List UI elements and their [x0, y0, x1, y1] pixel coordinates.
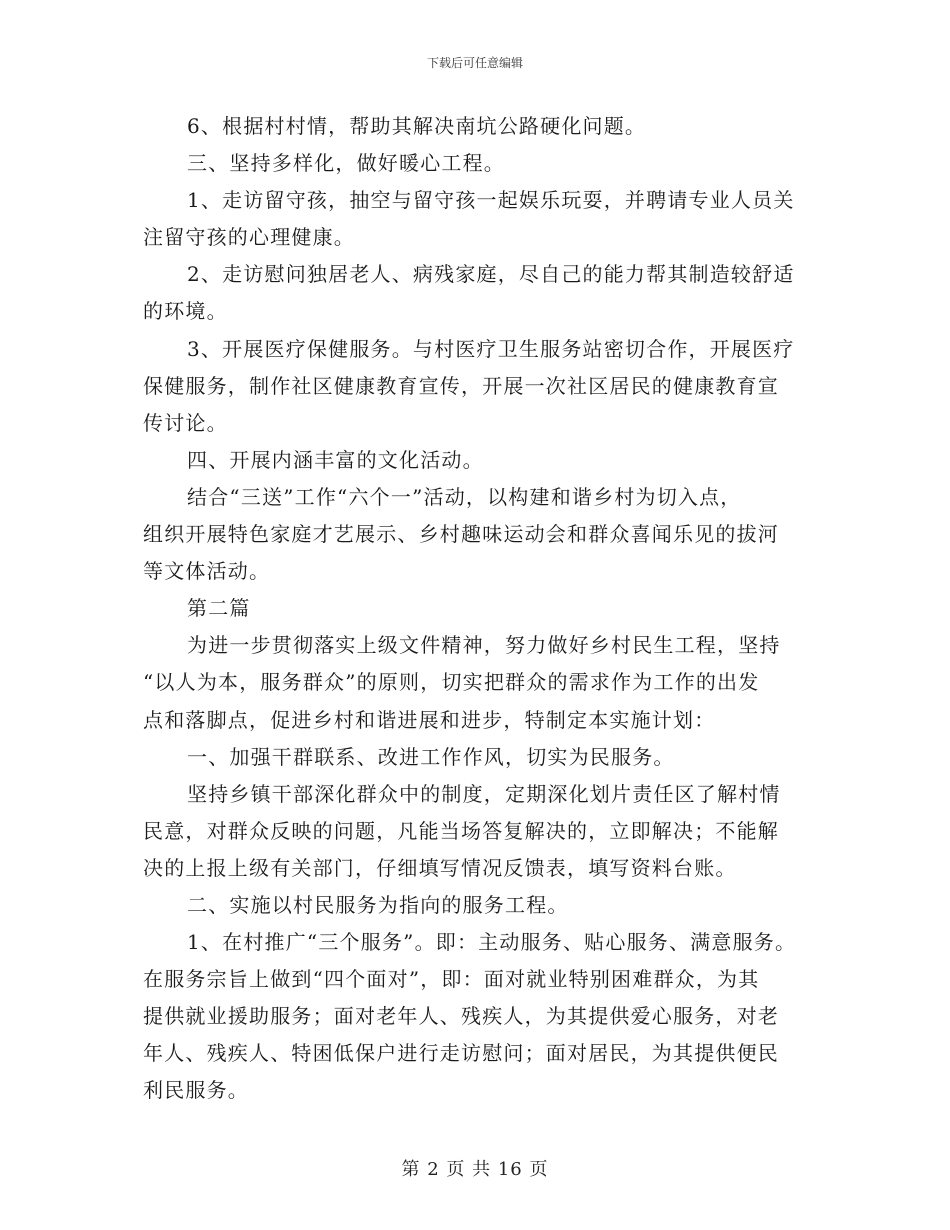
paragraph-line: 传讨论。 [143, 410, 228, 435]
paragraph-line: 点和落脚点，促进乡村和谐进展和进步，特制定本实施计划： [143, 707, 716, 732]
paragraph-line: 第二篇 [187, 596, 251, 621]
paragraph-line: 年人、残疾人、特困低保户进行走访慰问；面对居民，为其提供便民 [143, 1041, 779, 1066]
paragraph-line: “以人为本，服务群众”的原则，切实把群众的需求作为工作的出发 [143, 670, 760, 695]
document-body [143, 108, 823, 1110]
paragraph-line: 民意，对群众反映的问题，凡能当场答复解决的，立即解决；不能解 [143, 818, 779, 843]
paragraph-line: 1、走访留守孩，抽空与留守孩一起娱乐玩耍，并聘请专业人员关 [187, 188, 795, 213]
paragraph-line: 的环境。 [143, 299, 228, 324]
paragraph-line: 提供就业援助服务；面对老年人、残疾人，为其提供爱心服务，对老 [143, 1004, 779, 1029]
paragraph-line: 坚持乡镇干部深化群众中的制度，定期深化划片责任区了解村情 [187, 781, 781, 806]
paragraph-line: 3、开展医疗保健服务。与村医疗卫生服务站密切合作，开展医疗 [187, 336, 795, 361]
paragraph-line: 决的上报上级有关部门，仔细填写情况反馈表，填写资料台账。 [143, 855, 737, 880]
paragraph-line: 在服务宗旨上做到“四个面对”，即：面对就业特别困难群众，为其 [143, 967, 760, 992]
paragraph-line: 1、在村推广“三个服务”。即：主动服务、贴心服务、满意服务。 [187, 930, 797, 955]
paragraph-line: 四、开展内涵丰富的文化活动。 [187, 447, 484, 472]
paragraph-line: 三、坚持多样化，做好暖心工程。 [187, 151, 505, 176]
page-header-note: 下载后可任意编辑 [426, 56, 523, 70]
paragraph-line: 注留守孩的心理健康。 [143, 225, 355, 250]
paragraph-line: 结合“三送”工作“六个一”活动，以构建和谐乡村为切入点， [187, 484, 742, 509]
paragraph-line: 2、走访慰问独居老人、病残家庭，尽自己的能力帮其制造较舒适 [187, 262, 795, 287]
paragraph-line: 利民服务。 [143, 1078, 249, 1103]
paragraph-line: 为进一步贯彻落实上级文件精神，努力做好乡村民生工程，坚持 [187, 633, 781, 658]
paragraph-line: 保健服务，制作社区健康教育宣传，开展一次社区居民的健康教育宣 [143, 373, 779, 398]
paragraph-line: 二、实施以村民服务为指向的服务工程。 [187, 892, 569, 917]
page-number-footer: 第 2 页 共 16 页 [401, 1159, 549, 1180]
paragraph-line: 等文体活动。 [143, 559, 271, 584]
paragraph-line: 一、加强干群联系、改进工作作风，切实为民服务。 [187, 744, 675, 769]
paragraph-line: 6、根据村村情，帮助其解决南坑公路硬化问题。 [187, 114, 647, 138]
paragraph-line: 组织开展特色家庭才艺展示、乡村趣味运动会和群众喜闻乐见的拔河 [143, 522, 779, 547]
